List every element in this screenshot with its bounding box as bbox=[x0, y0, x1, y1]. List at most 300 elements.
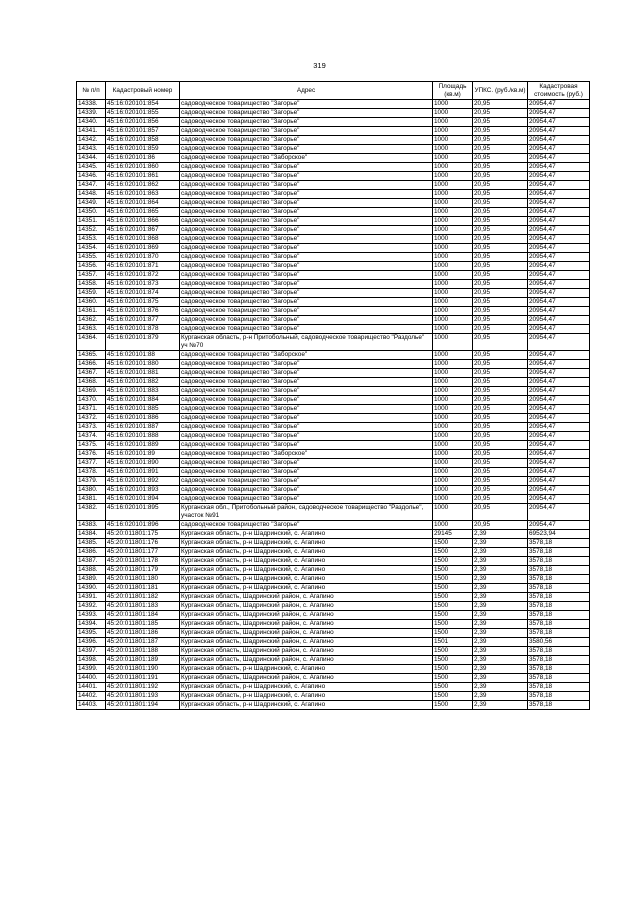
table-row bbox=[77, 665, 590, 674]
row-number: 14358. bbox=[77, 280, 106, 289]
row-number: 14385. bbox=[77, 539, 106, 548]
upks: 2,39 bbox=[473, 629, 528, 638]
table-row bbox=[77, 575, 590, 584]
cadastral-value: 20954,47 bbox=[528, 154, 590, 163]
area: 1500 bbox=[433, 575, 473, 584]
area: 1000 bbox=[433, 208, 473, 217]
upks: 20,95 bbox=[473, 163, 528, 172]
area: 1500 bbox=[433, 611, 473, 620]
header-cadastral-value: Кадастровая стоимость (руб.) bbox=[528, 82, 590, 100]
cadastral-value: 3578,18 bbox=[528, 566, 590, 575]
row-number: 14401. bbox=[77, 683, 106, 692]
cadastral-number: 45:16:020101:883 bbox=[106, 387, 180, 396]
address: Курганская область, Шадринский район, с. Агапино bbox=[180, 656, 433, 665]
row-number: 14353. bbox=[77, 235, 106, 244]
row-number: 14380. bbox=[77, 486, 106, 495]
address: Курганская область, Шадринский район, с. Агапино bbox=[180, 611, 433, 620]
upks: 2,39 bbox=[473, 548, 528, 557]
cadastral-value: 20954,47 bbox=[528, 325, 590, 334]
row-number: 14342. bbox=[77, 136, 106, 145]
cadastral-value: 20954,47 bbox=[528, 378, 590, 387]
cadastral-number: 45:16:020101:896 bbox=[106, 521, 180, 530]
cadastral-number: 45:20:011801:181 bbox=[106, 584, 180, 593]
cadastral-value: 20954,47 bbox=[528, 298, 590, 307]
table-row bbox=[77, 289, 590, 298]
upks: 20,95 bbox=[473, 199, 528, 208]
cadastral-value: 3578,18 bbox=[528, 683, 590, 692]
cadastral-number: 45:16:020101:879 bbox=[106, 334, 180, 351]
upks: 20,95 bbox=[473, 369, 528, 378]
upks: 20,95 bbox=[473, 486, 528, 495]
cadastral-number: 45:16:020101:894 bbox=[106, 495, 180, 504]
row-number: 14387. bbox=[77, 557, 106, 566]
cadastral-value: 20954,47 bbox=[528, 316, 590, 325]
cadastral-value: 3578,18 bbox=[528, 629, 590, 638]
table-row bbox=[77, 235, 590, 244]
cadastral-number: 45:16:020101:877 bbox=[106, 316, 180, 325]
area: 1000 bbox=[433, 163, 473, 172]
cadastral-number: 45:20:011801:182 bbox=[106, 593, 180, 602]
address: садоводческое товарищество "Загорье" bbox=[180, 118, 433, 127]
row-number: 14403. bbox=[77, 701, 106, 710]
area: 1000 bbox=[433, 468, 473, 477]
address: садоводческое товарищество "Загорье" bbox=[180, 432, 433, 441]
address: садоводческое товарищество "Загорье" bbox=[180, 217, 433, 226]
upks: 20,95 bbox=[473, 217, 528, 226]
address: Курганская обл., Притобольный район, садоводческое товарищество "Раздолье", участок №91 bbox=[180, 504, 433, 521]
cadastral-number: 45:16:020101:856 bbox=[106, 118, 180, 127]
area: 1500 bbox=[433, 557, 473, 566]
area: 1000 bbox=[433, 432, 473, 441]
cadastral-value: 3578,18 bbox=[528, 620, 590, 629]
upks: 20,95 bbox=[473, 504, 528, 521]
upks: 2,39 bbox=[473, 539, 528, 548]
table-row bbox=[77, 683, 590, 692]
area: 1000 bbox=[433, 298, 473, 307]
table-row bbox=[77, 459, 590, 468]
table-row bbox=[77, 307, 590, 316]
upks: 20,95 bbox=[473, 226, 528, 235]
area: 1000 bbox=[433, 244, 473, 253]
upks: 20,95 bbox=[473, 414, 528, 423]
table-row bbox=[77, 280, 590, 289]
address: садоводческое товарищество "Загорье" bbox=[180, 414, 433, 423]
cadastral-value: 20954,47 bbox=[528, 405, 590, 414]
row-number: 14386. bbox=[77, 548, 106, 557]
upks: 2,39 bbox=[473, 683, 528, 692]
address: садоводческое товарищество "Загорье" bbox=[180, 378, 433, 387]
cadastral-number: 45:20:011801:185 bbox=[106, 620, 180, 629]
upks: 20,95 bbox=[473, 235, 528, 244]
cadastral-value: 20954,47 bbox=[528, 369, 590, 378]
area: 1000 bbox=[433, 199, 473, 208]
cadastral-value: 3578,18 bbox=[528, 665, 590, 674]
address: садоводческое товарищество "Загорье" bbox=[180, 441, 433, 450]
address: садоводческое товарищество "Загорье" bbox=[180, 521, 433, 530]
area: 1500 bbox=[433, 629, 473, 638]
address: садоводческое товарищество "Загорье" bbox=[180, 396, 433, 405]
address: Курганская область, р-н Шадринский, с. Агапино bbox=[180, 683, 433, 692]
table-row bbox=[77, 629, 590, 638]
upks: 2,39 bbox=[473, 566, 528, 575]
table-row bbox=[77, 414, 590, 423]
cadastral-value: 20954,47 bbox=[528, 351, 590, 360]
upks: 20,95 bbox=[473, 208, 528, 217]
upks: 20,95 bbox=[473, 280, 528, 289]
area: 1000 bbox=[433, 325, 473, 334]
cadastral-number: 45:20:011801:178 bbox=[106, 557, 180, 566]
row-number: 14369. bbox=[77, 387, 106, 396]
cadastral-number: 45:16:020101:881 bbox=[106, 369, 180, 378]
area: 1000 bbox=[433, 495, 473, 504]
table-row bbox=[77, 334, 590, 351]
address: садоводческое товарищество "Загорье" bbox=[180, 145, 433, 154]
address: садоводческое товарищество "Заборское" bbox=[180, 351, 433, 360]
table-row bbox=[77, 226, 590, 235]
table-row bbox=[77, 548, 590, 557]
table-row bbox=[77, 674, 590, 683]
table-row bbox=[77, 521, 590, 530]
row-number: 14388. bbox=[77, 566, 106, 575]
address: садоводческое товарищество "Загорье" bbox=[180, 235, 433, 244]
area: 1500 bbox=[433, 683, 473, 692]
row-number: 14391. bbox=[77, 593, 106, 602]
area: 1000 bbox=[433, 369, 473, 378]
cadastral-number: 45:16:020101:861 bbox=[106, 172, 180, 181]
upks: 20,95 bbox=[473, 253, 528, 262]
cadastral-number: 45:16:020101:866 bbox=[106, 217, 180, 226]
table-row bbox=[77, 432, 590, 441]
cadastral-number: 45:16:020101:870 bbox=[106, 253, 180, 262]
table-row bbox=[77, 271, 590, 280]
page-number: 319 bbox=[313, 61, 326, 70]
address: садоводческое товарищество "Загорье" bbox=[180, 100, 433, 109]
address: Курганская область, р-н Шадринский, с. Агапино bbox=[180, 575, 433, 584]
upks: 20,95 bbox=[473, 262, 528, 271]
upks: 2,39 bbox=[473, 656, 528, 665]
cadastral-value: 20954,47 bbox=[528, 334, 590, 351]
cadastral-number: 45:16:020101:888 bbox=[106, 432, 180, 441]
cadastral-number: 45:16:020101:859 bbox=[106, 145, 180, 154]
row-number: 14360. bbox=[77, 298, 106, 307]
address: садоводческое товарищество "Загорье" bbox=[180, 136, 433, 145]
upks: 20,95 bbox=[473, 441, 528, 450]
cadastral-number: 45:16:020101:868 bbox=[106, 235, 180, 244]
upks: 20,95 bbox=[473, 396, 528, 405]
cadastral-number: 45:20:011801:192 bbox=[106, 683, 180, 692]
row-number: 14343. bbox=[77, 145, 106, 154]
area: 1000 bbox=[433, 154, 473, 163]
address: Курганская область, Шадринский район, с. Агапино bbox=[180, 629, 433, 638]
row-number: 14346. bbox=[77, 172, 106, 181]
area: 1000 bbox=[433, 423, 473, 432]
address: садоводческое товарищество "Загорье" bbox=[180, 468, 433, 477]
row-number: 14389. bbox=[77, 575, 106, 584]
upks: 20,95 bbox=[473, 127, 528, 136]
cadastral-value: 3578,18 bbox=[528, 539, 590, 548]
address: садоводческое товарищество "Загорье" bbox=[180, 226, 433, 235]
area: 1500 bbox=[433, 593, 473, 602]
upks: 2,39 bbox=[473, 674, 528, 683]
cadastral-value: 20954,47 bbox=[528, 504, 590, 521]
upks: 20,95 bbox=[473, 136, 528, 145]
row-number: 14341. bbox=[77, 127, 106, 136]
table-row bbox=[77, 217, 590, 226]
row-number: 14402. bbox=[77, 692, 106, 701]
cadastral-number: 45:16:020101:862 bbox=[106, 181, 180, 190]
cadastral-number: 45:16:020101:863 bbox=[106, 190, 180, 199]
row-number: 14384. bbox=[77, 530, 106, 539]
address: садоводческое товарищество "Загорье" bbox=[180, 127, 433, 136]
row-number: 14357. bbox=[77, 271, 106, 280]
table-row bbox=[77, 253, 590, 262]
address: садоводческое товарищество "Загорье" bbox=[180, 262, 433, 271]
row-number: 14399. bbox=[77, 665, 106, 674]
address: садоводческое товарищество "Загорье" bbox=[180, 109, 433, 118]
upks: 20,95 bbox=[473, 298, 528, 307]
address: Курганская область, р-н Шадринский, с. Агапино bbox=[180, 692, 433, 701]
row-number: 14352. bbox=[77, 226, 106, 235]
upks: 20,95 bbox=[473, 459, 528, 468]
row-number: 14339. bbox=[77, 109, 106, 118]
area: 1500 bbox=[433, 647, 473, 656]
cadastral-value: 20954,47 bbox=[528, 145, 590, 154]
row-number: 14363. bbox=[77, 325, 106, 334]
area: 1000 bbox=[433, 226, 473, 235]
cadastral-number: 45:20:011801:188 bbox=[106, 647, 180, 656]
table-row bbox=[77, 154, 590, 163]
table-row bbox=[77, 127, 590, 136]
area: 1000 bbox=[433, 396, 473, 405]
area: 1500 bbox=[433, 620, 473, 629]
cadastral-value: 3578,18 bbox=[528, 575, 590, 584]
cadastral-value: 3578,18 bbox=[528, 611, 590, 620]
header-cadastral-number: Кадастровый номер bbox=[106, 82, 180, 100]
address: садоводческое товарищество "Загорье" bbox=[180, 244, 433, 253]
cadastral-value: 20954,47 bbox=[528, 468, 590, 477]
address: Курганская область, Шадринский район, с. Агапино bbox=[180, 620, 433, 629]
area: 1000 bbox=[433, 100, 473, 109]
table-row bbox=[77, 387, 590, 396]
cadastral-number: 45:20:011801:187 bbox=[106, 638, 180, 647]
upks: 2,39 bbox=[473, 584, 528, 593]
cadastral-number: 45:16:020101:858 bbox=[106, 136, 180, 145]
table-row bbox=[77, 396, 590, 405]
area: 1500 bbox=[433, 665, 473, 674]
cadastral-value: 20954,47 bbox=[528, 423, 590, 432]
area: 1500 bbox=[433, 701, 473, 710]
cadastral-value: 20954,47 bbox=[528, 271, 590, 280]
cadastral-number: 45:20:011801:177 bbox=[106, 548, 180, 557]
cadastral-value: 20954,47 bbox=[528, 163, 590, 172]
table-row bbox=[77, 316, 590, 325]
area: 1000 bbox=[433, 118, 473, 127]
cadastral-number: 45:16:020101:890 bbox=[106, 459, 180, 468]
address: Курганская область, Шадринский район, с. Агапино bbox=[180, 647, 433, 656]
upks: 20,95 bbox=[473, 450, 528, 459]
cadastral-number: 45:20:011801:191 bbox=[106, 674, 180, 683]
address: садоводческое товарищество "Загорье" bbox=[180, 495, 433, 504]
address: садоводческое товарищество "Загорье" bbox=[180, 289, 433, 298]
row-number: 14355. bbox=[77, 253, 106, 262]
upks: 20,95 bbox=[473, 468, 528, 477]
cadastral-value: 20954,47 bbox=[528, 172, 590, 181]
area: 1501 bbox=[433, 638, 473, 647]
area: 1000 bbox=[433, 351, 473, 360]
cadastral-number: 45:16:020101:869 bbox=[106, 244, 180, 253]
upks: 2,39 bbox=[473, 638, 528, 647]
cadastral-value: 20954,47 bbox=[528, 226, 590, 235]
upks: 20,95 bbox=[473, 360, 528, 369]
upks: 2,39 bbox=[473, 665, 528, 674]
table-header-row bbox=[77, 82, 590, 100]
table-row bbox=[77, 145, 590, 154]
area: 1500 bbox=[433, 548, 473, 557]
area: 1000 bbox=[433, 504, 473, 521]
cadastral-value: 3578,18 bbox=[528, 692, 590, 701]
address: садоводческое товарищество "Загорье" bbox=[180, 387, 433, 396]
area: 1000 bbox=[433, 262, 473, 271]
cadastral-value: 3580,56 bbox=[528, 638, 590, 647]
table-row bbox=[77, 262, 590, 271]
table-row bbox=[77, 405, 590, 414]
table-row bbox=[77, 656, 590, 665]
cadastral-number: 45:20:011801:175 bbox=[106, 530, 180, 539]
upks: 2,39 bbox=[473, 692, 528, 701]
table-row bbox=[77, 441, 590, 450]
address: Курганская область, р-н Шадринский, с. Агапино bbox=[180, 557, 433, 566]
header-address: Адрес bbox=[180, 82, 433, 100]
cadastral-value: 20954,47 bbox=[528, 360, 590, 369]
address: Курганская область, р-н Шадринский, с. Агапино bbox=[180, 665, 433, 674]
address: садоводческое товарищество "Загорье" bbox=[180, 405, 433, 414]
upks: 20,95 bbox=[473, 387, 528, 396]
cadastral-number: 45:16:020101:873 bbox=[106, 280, 180, 289]
upks: 20,95 bbox=[473, 271, 528, 280]
cadastral-number: 45:16:020101:875 bbox=[106, 298, 180, 307]
address: Курганская область, Шадринский район, с. Агапино bbox=[180, 602, 433, 611]
upks: 2,39 bbox=[473, 530, 528, 539]
upks: 20,95 bbox=[473, 334, 528, 351]
cadastral-value: 20954,47 bbox=[528, 208, 590, 217]
cadastral-value: 20954,47 bbox=[528, 387, 590, 396]
address: садоводческое товарищество "Загорье" bbox=[180, 163, 433, 172]
cadastral-value: 3578,18 bbox=[528, 674, 590, 683]
cadastral-number: 45:20:011801:189 bbox=[106, 656, 180, 665]
upks: 20,95 bbox=[473, 307, 528, 316]
table-row bbox=[77, 163, 590, 172]
address: Курганская область, р-н Шадринский, с. Агапино bbox=[180, 701, 433, 710]
area: 1000 bbox=[433, 127, 473, 136]
address: Курганская область, р-н Шадринский, с. Агапино bbox=[180, 566, 433, 575]
cadastral-number: 45:16:020101:887 bbox=[106, 423, 180, 432]
area: 29145 bbox=[433, 530, 473, 539]
cadastral-value: 20954,47 bbox=[528, 450, 590, 459]
address: Курганская область, Шадринский район, с. Агапино bbox=[180, 638, 433, 647]
table-row bbox=[77, 325, 590, 334]
header-number: № п/п bbox=[77, 82, 106, 100]
address: Курганская область, р-н Притобольный, садоводческое товарищество "Раздолье" уч №70 bbox=[180, 334, 433, 351]
cadastral-number: 45:16:020101:871 bbox=[106, 262, 180, 271]
cadastral-value: 20954,47 bbox=[528, 109, 590, 118]
address: Курганская область, Шадринский район, с. Агапино bbox=[180, 674, 433, 683]
table-row bbox=[77, 468, 590, 477]
table-row bbox=[77, 172, 590, 181]
upks: 2,39 bbox=[473, 620, 528, 629]
area: 1000 bbox=[433, 459, 473, 468]
row-number: 14347. bbox=[77, 181, 106, 190]
row-number: 14378. bbox=[77, 468, 106, 477]
cadastral-value: 3578,18 bbox=[528, 602, 590, 611]
row-number: 14351. bbox=[77, 217, 106, 226]
cadastral-value: 20954,47 bbox=[528, 459, 590, 468]
row-number: 14345. bbox=[77, 163, 106, 172]
table-row bbox=[77, 602, 590, 611]
row-number: 14367. bbox=[77, 369, 106, 378]
cadastral-value: 3578,18 bbox=[528, 647, 590, 656]
area: 1000 bbox=[433, 477, 473, 486]
table-row bbox=[77, 530, 590, 539]
cadastral-value: 20954,47 bbox=[528, 495, 590, 504]
header-upks: УПКС. (руб./кв.м) bbox=[473, 82, 528, 100]
cadastral-value: 20954,47 bbox=[528, 521, 590, 530]
row-number: 14379. bbox=[77, 477, 106, 486]
row-number: 14362. bbox=[77, 316, 106, 325]
upks: 20,95 bbox=[473, 378, 528, 387]
cadastral-number: 45:16:020101:854 bbox=[106, 100, 180, 109]
cadastral-number: 45:16:020101:892 bbox=[106, 477, 180, 486]
cadastral-value: 20954,47 bbox=[528, 262, 590, 271]
area: 1500 bbox=[433, 539, 473, 548]
table-row bbox=[77, 181, 590, 190]
row-number: 14370. bbox=[77, 396, 106, 405]
address: садоводческое товарищество "Загорье" bbox=[180, 199, 433, 208]
area: 1500 bbox=[433, 602, 473, 611]
cadastral-value: 20954,47 bbox=[528, 181, 590, 190]
upks: 20,95 bbox=[473, 432, 528, 441]
address: Курганская область, р-н Шадринский, с. Агапино bbox=[180, 530, 433, 539]
address: садоводческое товарищество "Загорье" bbox=[180, 298, 433, 307]
cadastral-value: 20954,47 bbox=[528, 100, 590, 109]
row-number: 14396. bbox=[77, 638, 106, 647]
cadastral-value: 3578,18 bbox=[528, 701, 590, 710]
cadastral-number: 45:16:020101:867 bbox=[106, 226, 180, 235]
cadastral-value: 20954,47 bbox=[528, 118, 590, 127]
upks: 20,95 bbox=[473, 351, 528, 360]
area: 1000 bbox=[433, 289, 473, 298]
row-number: 14395. bbox=[77, 629, 106, 638]
row-number: 14374. bbox=[77, 432, 106, 441]
cadastral-number: 45:16:020101:891 bbox=[106, 468, 180, 477]
table-row bbox=[77, 566, 590, 575]
cadastral-number: 45:16:020101:872 bbox=[106, 271, 180, 280]
upks: 20,95 bbox=[473, 181, 528, 190]
area: 1000 bbox=[433, 441, 473, 450]
cadastral-number: 45:20:011801:179 bbox=[106, 566, 180, 575]
cadastral-number: 45:16:020101:860 bbox=[106, 163, 180, 172]
cadastral-number: 45:20:011801:190 bbox=[106, 665, 180, 674]
cadastral-value: 3578,18 bbox=[528, 593, 590, 602]
cadastral-number: 45:16:020101:864 bbox=[106, 199, 180, 208]
table-row bbox=[77, 692, 590, 701]
address: садоводческое товарищество "Загорье" bbox=[180, 190, 433, 199]
area: 1000 bbox=[433, 387, 473, 396]
row-number: 14392. bbox=[77, 602, 106, 611]
area: 1000 bbox=[433, 405, 473, 414]
row-number: 14381. bbox=[77, 495, 106, 504]
upks: 2,39 bbox=[473, 593, 528, 602]
address: садоводческое товарищество "Загорье" bbox=[180, 360, 433, 369]
